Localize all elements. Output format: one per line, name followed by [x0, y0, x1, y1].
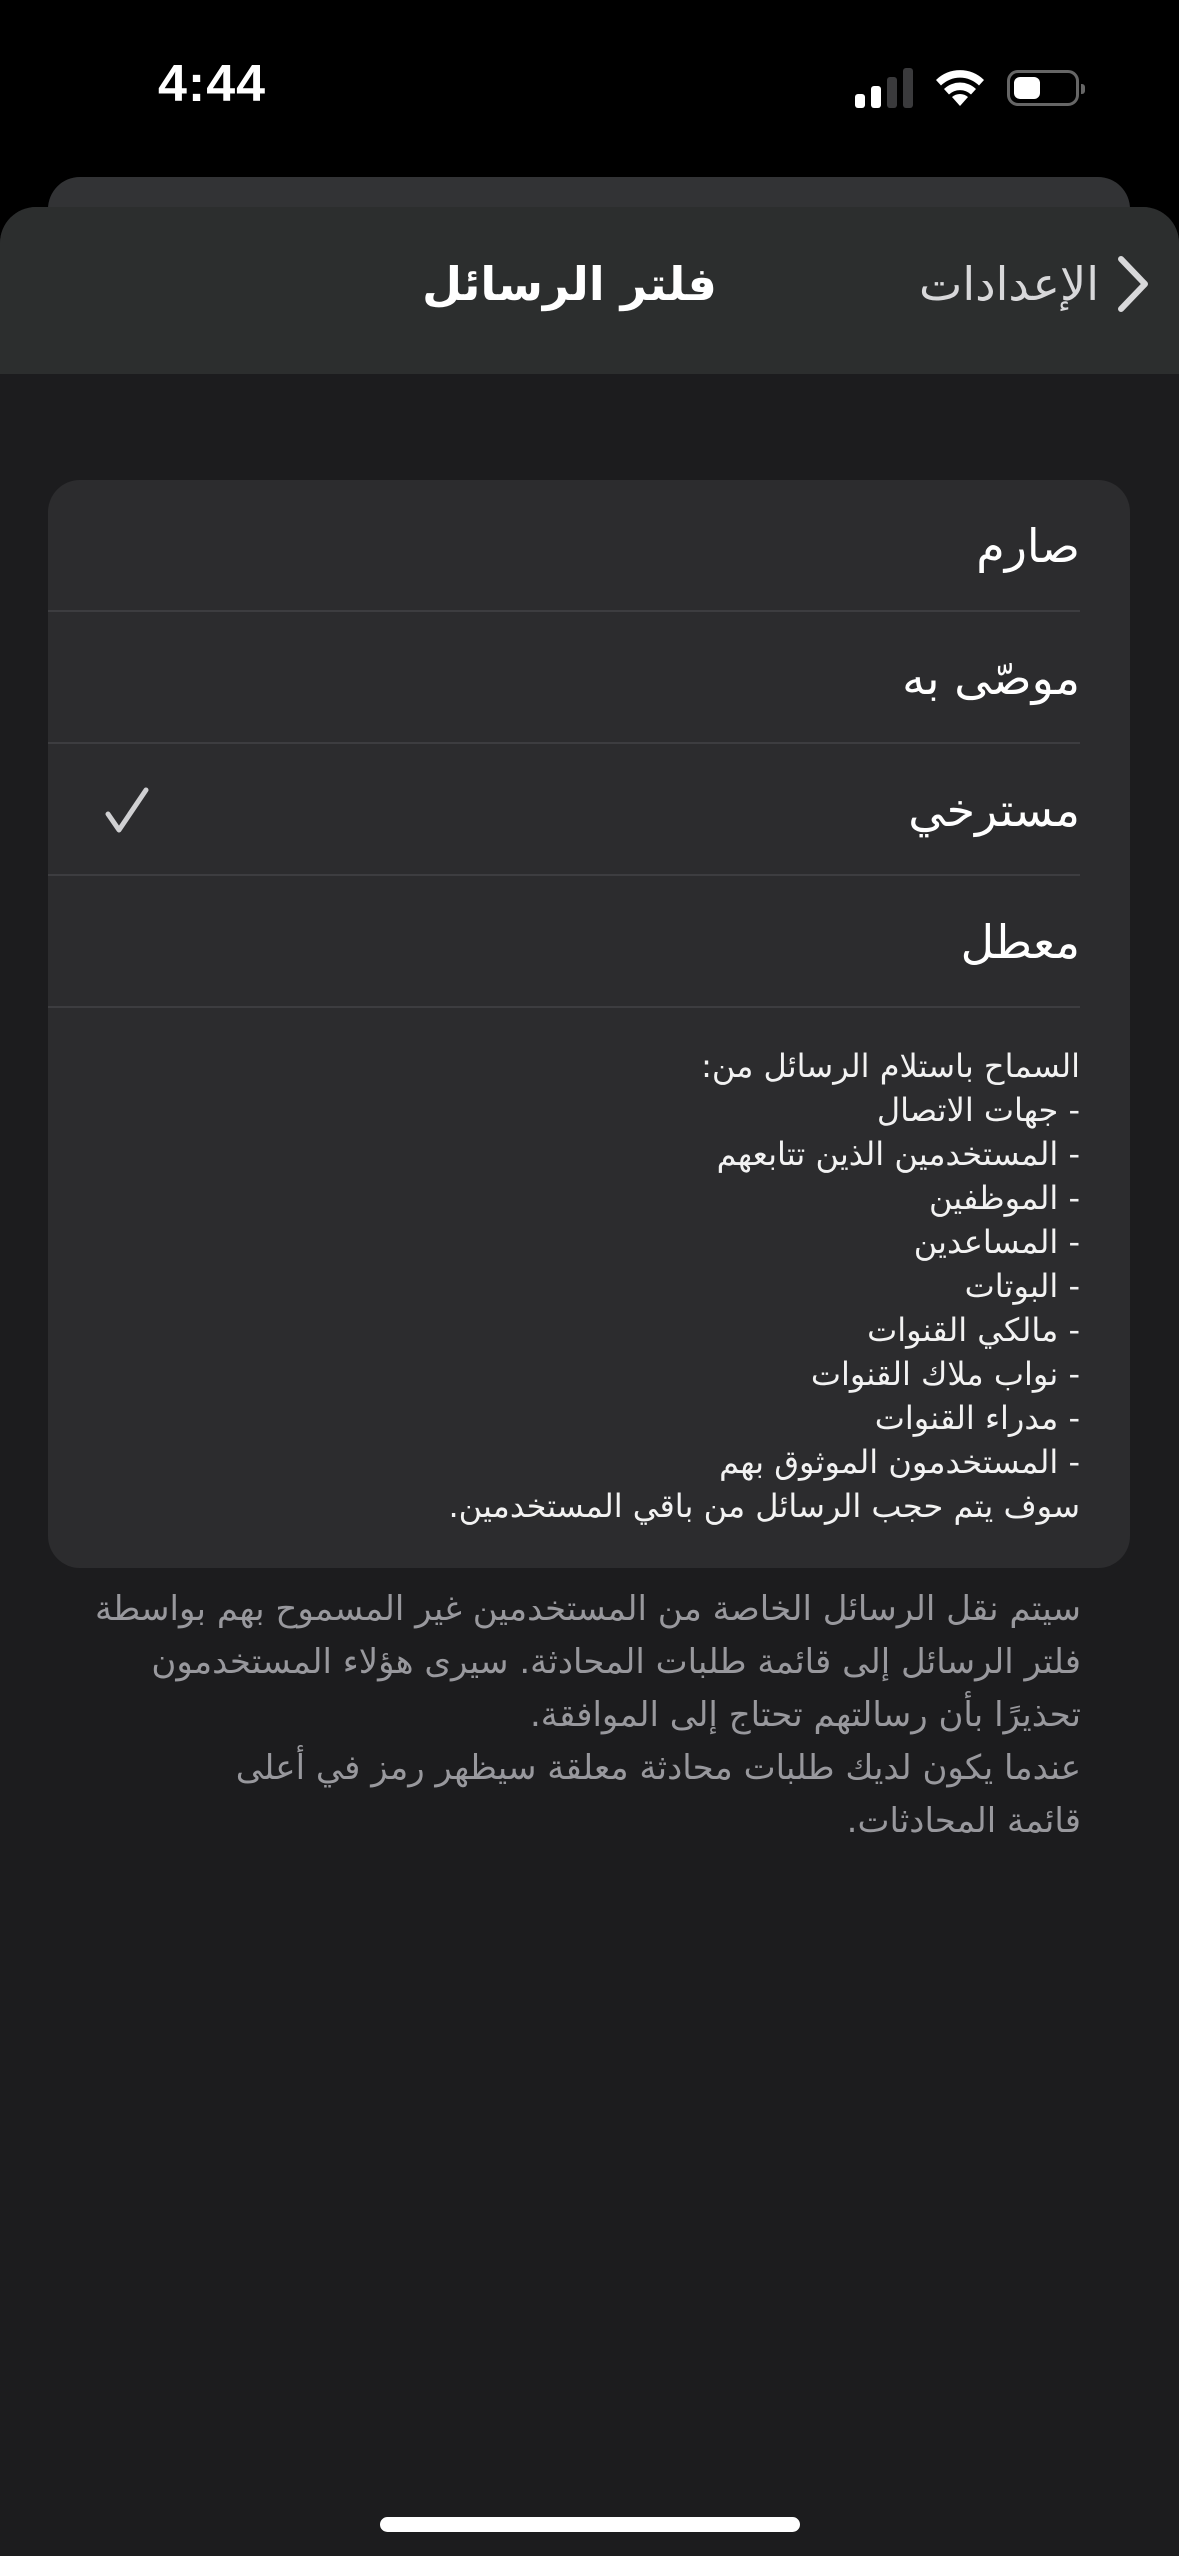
description-line: السماح باستلام الرسائل من: — [701, 1047, 1080, 1085]
navigation-bar — [0, 207, 1179, 374]
description-line: - المستخدمون الموثوق بهم — [719, 1443, 1080, 1481]
battery-icon — [1007, 70, 1079, 106]
option-label: معطل — [960, 915, 1080, 969]
chevron-right-icon — [1113, 255, 1153, 313]
back-button[interactable] — [919, 255, 1153, 313]
status-bar — [0, 0, 1179, 170]
option-relaxed[interactable] — [48, 744, 1130, 876]
cellular-signal-icon — [855, 68, 913, 108]
footer-line: سيتم نقل الرسائل الخاصة من المستخدمين غير المسموح بهم بواسطة — [94, 1589, 1081, 1629]
footer-line: فلتر الرسائل إلى قائمة طلبات المحادثة. سيرى هؤلاء المستخدمون — [151, 1642, 1081, 1682]
description-line: - البوتات — [964, 1267, 1080, 1305]
description-line: سوف يتم حجب الرسائل من باقي المستخدمين. — [448, 1487, 1080, 1525]
option-disabled[interactable] — [48, 876, 1130, 1008]
description-line: - الموظفين — [928, 1179, 1080, 1217]
status-icons — [855, 66, 1079, 110]
description-line: - مالكي القنوات — [867, 1311, 1080, 1349]
description-line: - مدراء القنوات — [874, 1399, 1080, 1437]
option-recommended[interactable] — [48, 612, 1130, 744]
option-label: مسترخي — [908, 783, 1080, 837]
description-line: - المستخدمين الذين تتابعهم — [716, 1135, 1080, 1173]
home-indicator[interactable] — [380, 2517, 800, 2532]
footer-line: قائمة المحادثات. — [846, 1801, 1081, 1841]
message-filter-sheet — [0, 207, 1179, 2556]
description-line: - جهات الاتصال — [876, 1091, 1080, 1129]
option-strict[interactable] — [48, 480, 1130, 612]
status-time: 4:44 — [158, 55, 267, 113]
footer-line: تحذيرًا بأن رسالتهم تحتاج إلى الموافقة. — [529, 1695, 1081, 1735]
wifi-icon — [935, 69, 985, 107]
back-button-label: الإعدادات — [919, 257, 1099, 311]
filter-options-group — [48, 480, 1130, 1568]
checkmark-icon — [104, 786, 150, 834]
option-label: موصّى به — [902, 651, 1080, 705]
footer-note — [94, 1583, 1081, 1848]
footer-line: عندما يكون لديك طلبات محادثة معلقة سيظهر رمز في أعلى — [235, 1748, 1081, 1788]
filter-description — [48, 1008, 1130, 1568]
page-title: فلتر الرسائل — [422, 257, 717, 311]
description-line: - نواب ملاك القنوات — [810, 1355, 1080, 1393]
option-label: صارم — [976, 519, 1080, 573]
description-line: - المساعدين — [913, 1223, 1080, 1261]
